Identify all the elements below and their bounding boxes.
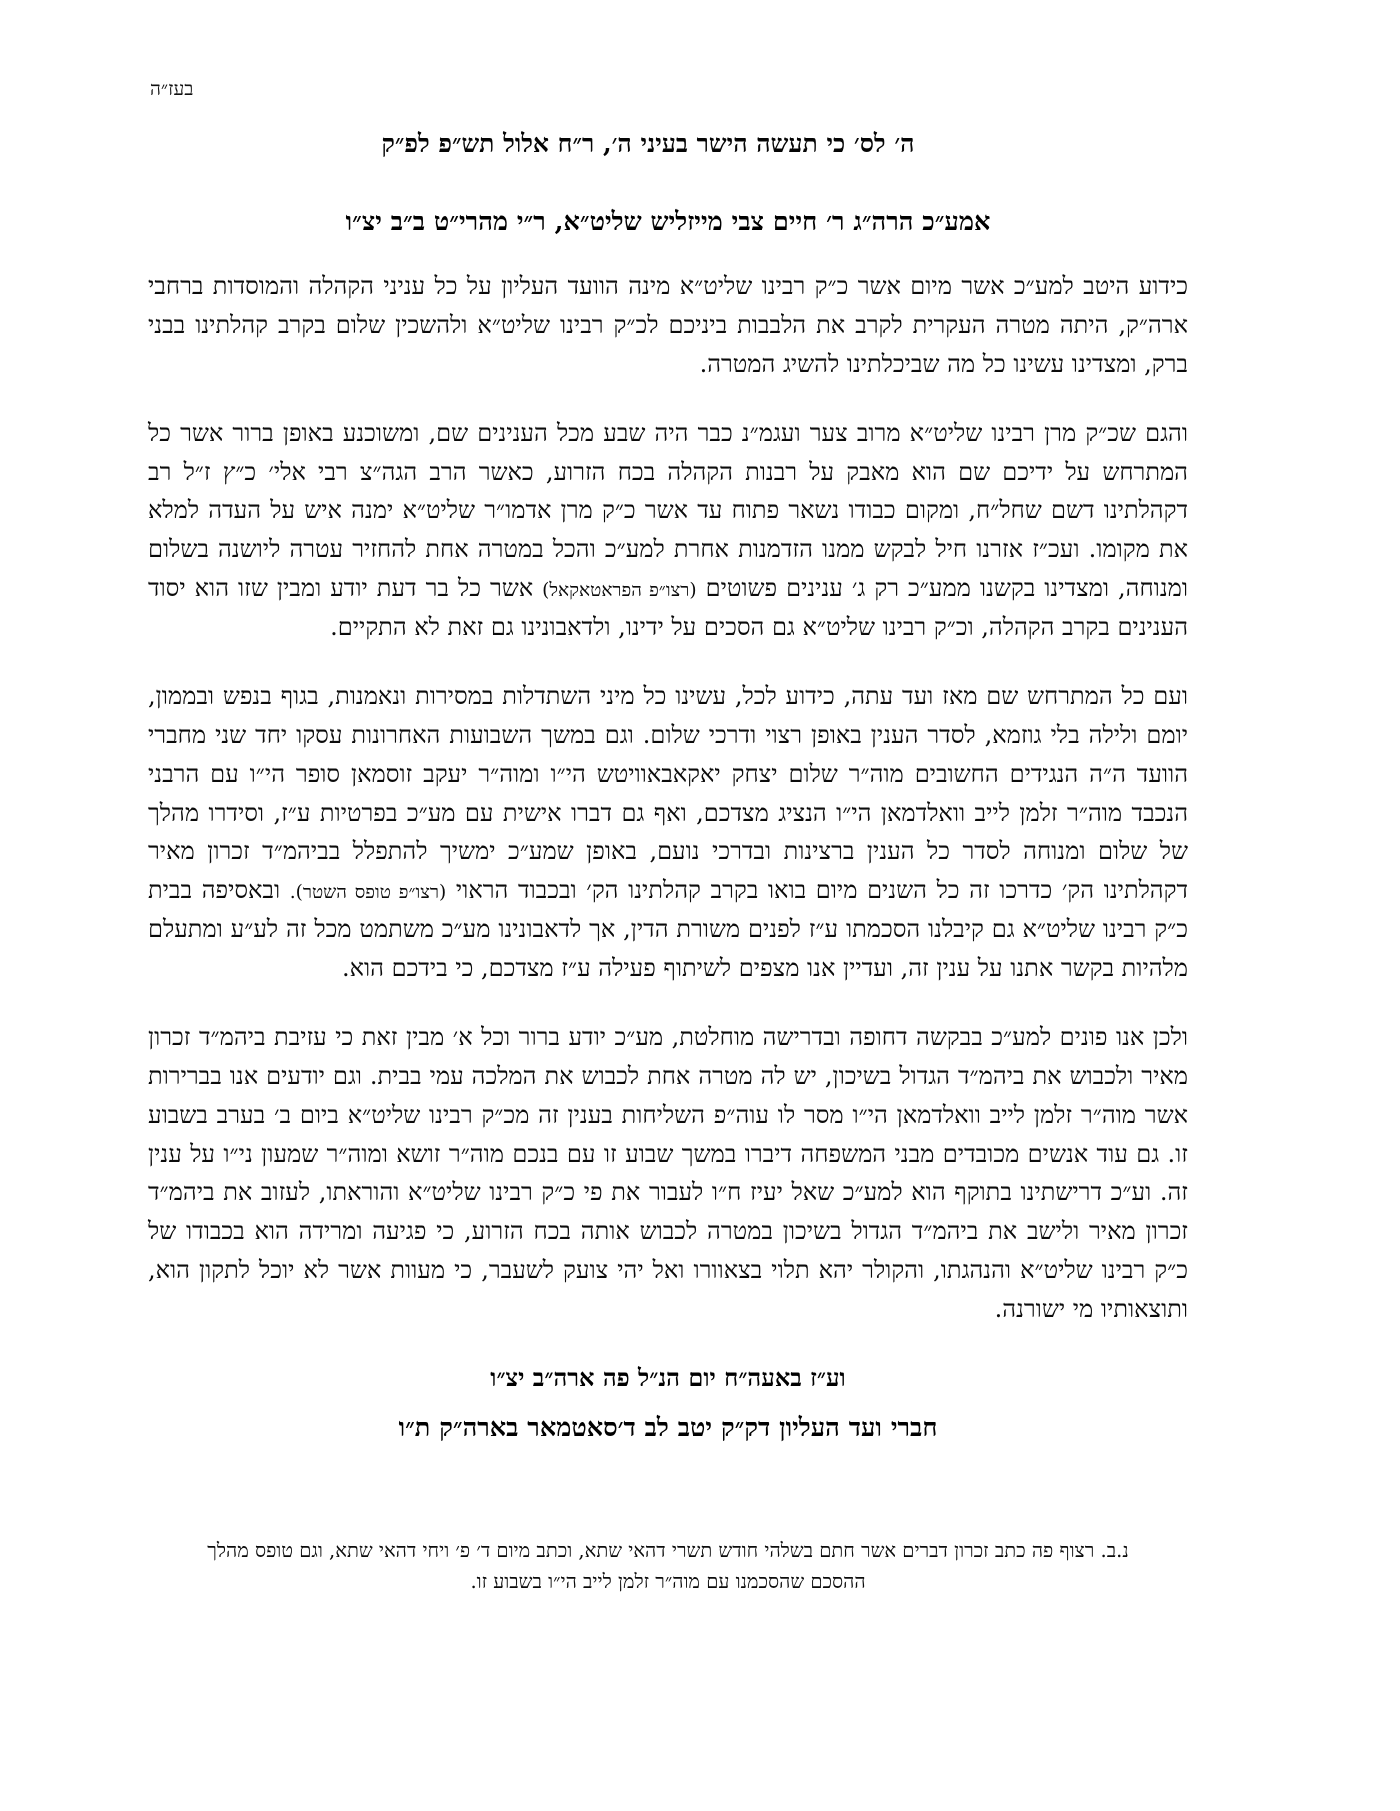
date-line: ה׳ לס׳ כי תעשה הישר בעיני ה׳, ר״ח אלול תש״פ לפ״ק [381,129,915,158]
signature-line-2: חברי ועד העליון דק״ק יטב לב ד׳סאטמאר בארה״ק ת״ו [398,1412,938,1443]
paragraph-3-text: ועם כל המתרחש שם מאז ועד עתה, כידוע לכל, עשינו כל מיני השתדלות במסירות ונאמנות, בגוף בנפש ובממון, יומם ולילה בלי גוזמא, לסדר הענין באופן רצוי ודרכי שלום. וגם במשך השבועות האחרונות עסקו יחד שני מחברי הוועד ה״ה הנגידים החשובים מוה״ר שלום יצחק יאקאבאוויטש הי״ו ומוה״ר יעקב זוסמאן סופר הי״ו עם הרבני הנכבד מוה״ר זלמן לייב וואלדמאן הי״ו הנציג מצדכם, ואף גם דברו אישית עם מע״כ בפרטיות ע״ז, וסידרו מהלך של שלום ומנוחה לסדר כל הענין ברצינות ובדרכי נועם, באופן שמע״כ ימשיך להתפלל בביהמ״ד זכרון מאיר דקהלתינו הק׳ כדרכו זה כל השנים מיום בואו בקרב קהלתינו הק׳ ובכבוד הראוי [148,681,1189,905]
footnote-postscript: נ.ב. רצוף פה כתב זכרון דברים אשר חתם בשלהי חודש תשרי דהאי שתא, וכתב מיום ד׳ פ׳ ויחי דהאי שתא, וגם טופס מהלך ההסכם שהסכמנו עם מוה״ר זלמן לייב הי״ו בשבוע זו. [207,1538,1129,1594]
paragraph-2 [148,414,1188,647]
paragraph-2-text: והגם שכ״ק מרן רבינו שליט״א מרוב צער ועגמ״נ כבר היה שבע מכל הענינים שם, ומשוכנע באופן ברור אשר כל המתרחש על ידיכם שם הוא מאבק על רבנות הקהלה בכח הזרוע, כאשר הרב הגה״צ רבי אלי׳ כ״ץ ז״ל רב דקהלתינו דשם שחל״ח, ומקום כבודו נשאר פתוח עד אשר כ״ק מרן אדמו״ר שליט״א ימנה איש על העדה למלא את מקומו. ועכ״ז אזרנו חיל לבקש ממנו הזדמנות אחרת למע״כ והכל במטרה אחת להחזיר עטרה ליושנה בשלום ומנוחה, ומצדינו בקשנו ממע״כ רק ג׳ ענינים פשוטים [148,418,1189,603]
paragraph-3 [148,677,1188,988]
basad-header: בעז״ה [150,78,194,100]
paragraph-2-tail: אשר כל בר דעת יודע ומבין שזו הוא יסוד הענינים בקרב הקהלה, וכ״ק רבינו שליט״א גם הסכים על ידינו, ולדאבונינו גם זאת לא התקיים. [148,574,1188,641]
paragraph-3-paren-note: (רצו״פ טופס השטר). [289,882,447,904]
paragraph-3-tail: ובאסיפה בבית כ״ק רבינו שליט״א גם קיבלנו הסכמתו ע״ז לפנים משורת הדין, אך לדאבונינו מע״כ משתמט מכל זה לע״ע ומתעלם מלהיות בקשר אתנו על ענין זה, ועדיין אנו מצפים לשיתוף פעילה ע״ז מצדכם, כי בידכם הוא. [148,876,1188,982]
paragraph-1: כידוע היטב למע״כ אשר מיום אשר כ״ק רבינו שליט״א מינה הוועד העליון על כל עניני הקהלה והמוסדות ברחבי ארה״ק, היתה מטרה העקרית לקרב את הלבבות ביניכם לכ״ק רבינו שליט״א ולהשכין שלום בקרב קהלתינו בבני ברק, ומצדינו עשינו כל מה שביכלתינו להשיג המטרה. [148,272,1188,378]
paragraph-4: ולכן אנו פונים למע״כ בבקשה דחופה ובדרישה מוחלטת, מע״כ יודע ברור וכל א׳ מבין זאת כי עזיבת ביהמ״ד זכרון מאיר ולכבוש את ביהמ״ד הגדול בשיכון, יש לה מטרה אחת לכבוש את המלכה עמי בבית. וגם יודעים אנו בברירות אשר מוה״ר זלמן לייב וואלדמאן הי״ו מסר לו עוה״פ השליחות בענין זה מכ״ק רבינו שליט״א ביום ב׳ בערב בשבוע זו. גם עוד אנשים מכובדים מבני המשפחה דיברו במשך שבוע זו עם בנכם מוה״ר זושא ומוה״ר שמעון ני״ו על ענין זה. וע״כ דרישתינו בתוקף הוא למע״כ שאל יעיז ח״ו לעבור את פי כ״ק רבינו שליט״א והוראתו, לעזוב את ביהמ״ד זכרון מאיר ולישב את ביהמ״ד הגדול בשיכון במטרה לכבוש אותה בכח הזרוע, כי פגיעה ומרידה הוא בכבודו של כ״ק רבינו שליט״א והנהגתו, והקולר יהא תלוי בצאוורו ואל יהי צועק לשעבר, כי מעוות אשר לא יוכל לתקון הוא, ותוצאותיו מי ישורנה. [148,1022,1188,1323]
signature-line-1: וע״ז באעה״ח יום הנ״ל פה ארה״ב יצ״ו [490,1362,846,1392]
paragraph-2-paren-note: (רצו״פ הפראטאקאל) [542,580,697,602]
addressee-line: אמע״כ הרה״ג ר׳ חיים צבי מייזליש שליט״א, ר״י מהרי״ט ב״ב יצ״ו [345,207,991,237]
